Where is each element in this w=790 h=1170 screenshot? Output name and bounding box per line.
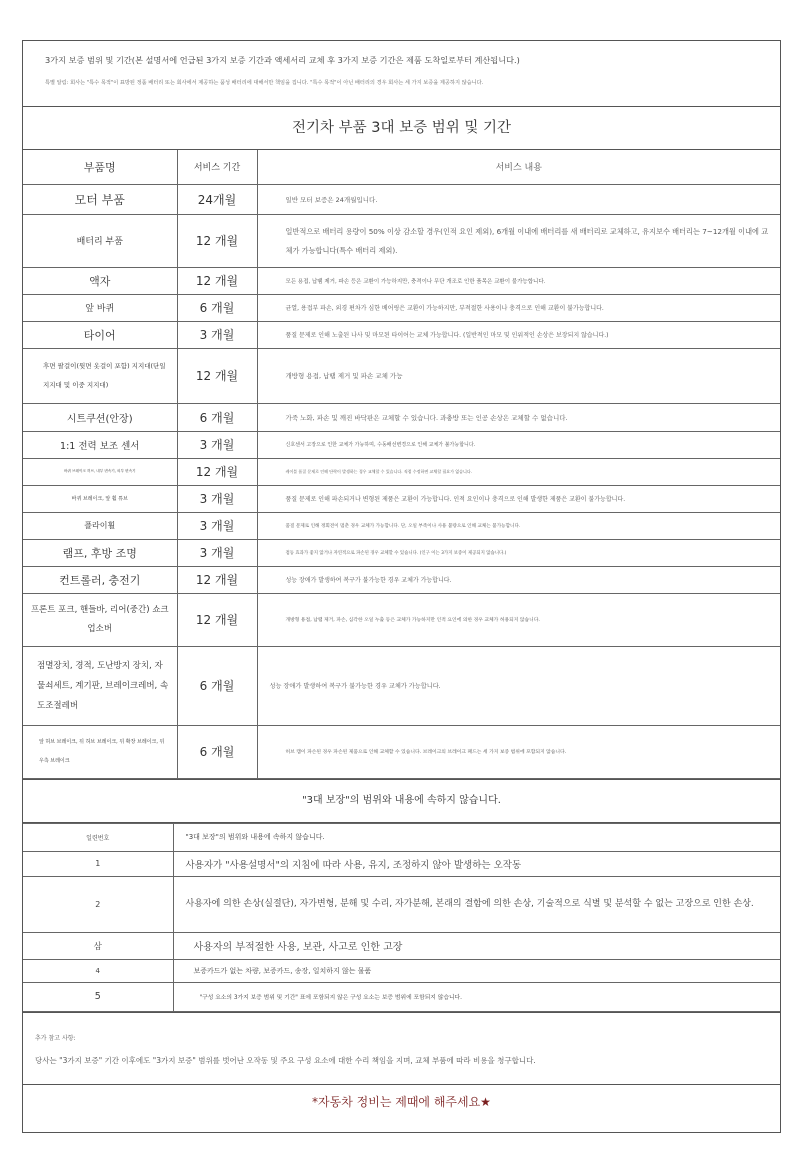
service-content: 허브 캡이 파손된 경우 파손된 제품으로 인해 교체할 수 있습니다. 브레이크의 브레이크 패드는 세 가지 보증 범위에 포함되지 않습니다. [257,725,780,778]
table-row [23,321,780,348]
warranty-table [23,150,780,779]
additional-notes [23,1012,780,1084]
exclusion-text: 사용자가 "사용설명서"의 지침에 따라 사용, 유지, 조정하지 않아 발생하는 오작동 [173,851,780,876]
table-row [23,512,780,539]
part-name: 앞 허브 브레이크, 뒤 허브 브레이크, 뒤 확장 브레이크, 뒤 우측 브레이크 [23,725,177,778]
exclusion-text: 보증카드가 없는 차량, 보증카드, 송장, 일치하지 않는 물품 [173,959,780,982]
service-content: 품질 문제로 인해 파손되거나 변형된 제품은 교환이 가능합니다. 인적 요인이나 충격으로 인해 발생한 제품은 교환이 불가능합니다. [257,485,780,512]
table-row [23,485,780,512]
service-period: 12 개월 [177,267,257,294]
intro-line-2: 특별 알림: 회사는 "특수 목적"이 표방된 정품 배터리 또는 회사에서 제공하는 품성 배터리에 대해서만 책임을 집니다. "특수 목적"이 아닌 배터리의 경우 회사는 세 가지 보증을 제공하지 않습니다. [45,80,484,86]
exclusion-number: 2 [23,876,173,932]
table-row [23,646,780,725]
table-row [23,431,780,458]
header-service-period: 서비스 기간 [177,150,257,184]
table-row [23,267,780,294]
table-row [23,214,780,267]
service-content: 모든 용접, 납땜 제거, 파손 등은 교환이 가능하지만, 충격이나 무단 개조로 인한 품목은 교환이 불가능합니다. [257,267,780,294]
exclusion-text: 사용자에 의한 손상(실절단), 자가변형, 분해 및 수리, 자가분해, 본래의 결함에 의한 손상, 기술적으로 식별 및 분석할 수 없는 고장으로 인한 손상. [173,876,780,932]
intro-line-1: 3가지 보증 범위 및 기간(본 설명서에 언급된 3가지 보증 기간과 액세서리 교체 후 3가지 보증 기간은 제품 도착일로부터 계산됩니다.) [45,55,520,65]
service-content: 성능 장애가 발생하여 복구가 불가능한 경우 교체가 가능합니다. [257,566,780,593]
table-row [23,458,780,485]
service-content: 일반 모터 보증은 24개월입니다. [257,184,780,214]
notes-body: 당사는 "3가지 보증" 기간 이후에도 "3가지 보증" 범위를 벗어난 오작동 및 주요 구성 요소에 대한 수리 책임을 지며, 교체 부품에 따라 비용을 청구합니다. [35,1055,536,1065]
exclusion-text: "3대 보장"의 범위와 내용에 속하지 않습니다. [173,823,780,851]
service-period: 12 개월 [177,214,257,267]
table-row [23,294,780,321]
part-name: 후면 팔걸이(뒷면 옷걸이 포함) 지지대(단일 지지대 및 이중 지지대) [23,348,177,403]
service-content: 품질 문제로 인해 노출된 나사 및 마모된 타이어는 교체 가능합니다. (일반적인 마모 및 인위적인 손상은 보장되지 않습니다.) [257,321,780,348]
table-row [23,593,780,646]
exclusion-text: 사용자의 부적절한 사용, 보관, 사고로 인한 고장 [173,932,780,959]
part-name: 점멸장치, 경적, 도난방지 장치, 자물쇠세트, 계기판, 브레이크레버, 속도조절레버 [23,646,177,725]
footer-reminder: *자동차 정비는 제때에 해주세요★ [23,1084,780,1121]
part-name: 배터리 부품 [23,214,177,267]
part-name: 액자 [23,267,177,294]
part-name: 플라이휠 [23,512,177,539]
service-period: 3 개월 [177,431,257,458]
service-content: 개방형 용접, 납땜 제거 및 파손 교체 가능 [257,348,780,403]
table-row [23,959,780,982]
service-content: 균열, 용접부 파손, 외경 편차가 심한 베어링은 교환이 가능하지만, 부적절한 사용이나 충격으로 인해 교환이 불가능합니다. [257,294,780,321]
service-period: 3 개월 [177,321,257,348]
service-period: 6 개월 [177,725,257,778]
service-content: 점등 효과가 좋지 않거나 자연적으로 파손된 경우 교체할 수 있습니다. (인구 이는 3가지 보증이 제공되지 않습니다.) [257,539,780,566]
part-name: 프론트 포크, 핸들바, 리어(중간) 쇼크 업소버 [23,593,177,646]
service-content: 품질 문제로 인해 정회전이 멈춘 경우 교체가 가능합니다. 단, 오일 부족이나 사용 불량으로 인해 교체는 불가능합니다. [257,512,780,539]
service-period: 6 개월 [177,646,257,725]
table-row [23,348,780,403]
header-part-name: 부품명 [23,150,177,184]
table-row [23,539,780,566]
service-period: 12 개월 [177,566,257,593]
service-content: 케이블 품질 문제로 인해 단락이 발생하는 경우 교체할 수 있습니다. 직접 수정하면 교체할 필요가 없습니다. [257,458,780,485]
part-name: 1:1 전력 보조 센서 [23,431,177,458]
table-row [23,876,780,932]
table-row [23,566,780,593]
exclusion-table [23,823,780,1012]
warranty-sheet [22,40,781,1133]
table-row [23,184,780,214]
service-period: 12 개월 [177,593,257,646]
intro-section [23,41,780,107]
service-content: 일반적으로 배터리 용량이 50% 이상 감소할 경우(인적 요인 제외), 6개월 이내에 배터리를 새 배터리로 교체하고, 유지보수 배터리는 7~12개월 이내에 교체가 가능합니다(특수 배터리 제외). [257,214,780,267]
service-content: 신호센서 고장으로 인한 교체가 가능하며, 수동배선변경으로 인해 교체가 불가능합니다. [257,431,780,458]
notes-heading: 추가 참고 사항: [35,1034,76,1042]
part-name: 시트쿠션(안장) [23,403,177,431]
service-content: 개방형 용접, 납땜 제거, 파손, 심각한 오일 누출 등은 교체가 가능하지만 인적 요인에 의한 경우 교체가 허용되지 않습니다. [257,593,780,646]
service-period: 12 개월 [177,348,257,403]
table-row [23,725,780,778]
service-period: 12 개월 [177,458,257,485]
exclusion-header-row [23,823,780,851]
exclusion-text: "구성 요소의 3가지 보증 범위 및 기간" 표에 포함되지 않은 구성 요소는 보증 범위에 포함되지 않습니다. [173,982,780,1011]
table-row [23,851,780,876]
service-period: 3 개월 [177,512,257,539]
part-name: 앞 바퀴 [23,294,177,321]
service-period: 3 개월 [177,485,257,512]
table-header-row [23,150,780,184]
service-content: 가죽 노화, 파손 및 깨진 바닥판은 교체할 수 있습니다. 과충방 또는 인공 손상은 교체할 수 없습니다. [257,403,780,431]
table-row [23,932,780,959]
exclusion-number: 삼 [23,932,173,959]
exclusion-title: "3대 보장"의 범위와 내용에 속하지 않습니다. [23,779,780,823]
exclusion-number: 5 [23,982,173,1011]
service-period: 3 개월 [177,539,257,566]
service-period: 6 개월 [177,403,257,431]
part-name: 컨트롤러, 충전기 [23,566,177,593]
page-title: 전기차 부품 3대 보증 범위 및 기간 [23,107,780,150]
table-row [23,403,780,431]
service-content: 성능 장애가 발생하여 복구가 불가능한 경우 교체가 가능합니다. [257,646,780,725]
exclusion-number: 4 [23,959,173,982]
table-row [23,982,780,1011]
exclusion-number: 1 [23,851,173,876]
part-name: 타이어 [23,321,177,348]
exclusion-number: 일련번호 [23,823,173,851]
service-period: 6 개월 [177,294,257,321]
header-service-content: 서비스 내용 [257,150,780,184]
service-period: 24개월 [177,184,257,214]
part-name: 모터 부품 [23,184,177,214]
part-name: 바퀴 브레이크, 앞 휠 튜브 [23,485,177,512]
part-name: 램프, 후방 조명 [23,539,177,566]
part-name: 바퀴 브레이크 허브, 내부 변속기, 외부 변속기 [23,458,177,485]
